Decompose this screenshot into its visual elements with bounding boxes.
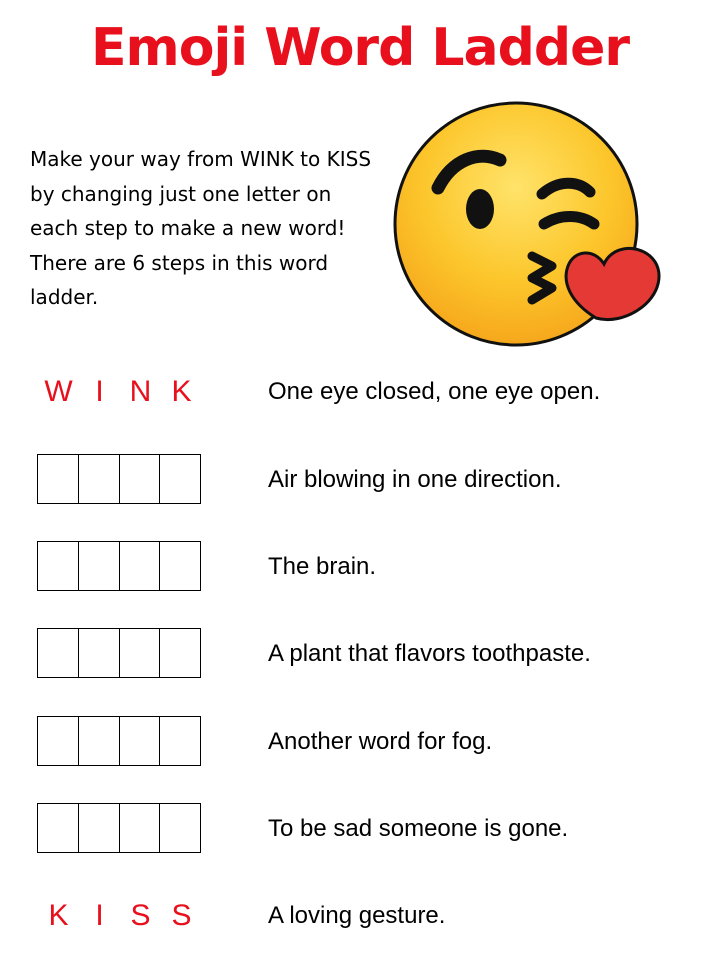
ladder-row-end (0, 890, 720, 942)
end-word (38, 890, 202, 942)
letter-box[interactable] (120, 804, 161, 852)
letter-box[interactable] (38, 629, 79, 677)
ladder-row-step-2 (0, 541, 720, 593)
letter-box[interactable] (79, 455, 120, 503)
letter-box[interactable] (120, 455, 161, 503)
end-letter: K (48, 899, 69, 932)
letter-box[interactable] (160, 717, 200, 765)
letter-box[interactable] (38, 804, 79, 852)
ladder-row-step-4 (0, 716, 720, 768)
ladder-row-step-3 (0, 628, 720, 680)
letter-box[interactable] (38, 542, 79, 590)
letter-box[interactable] (38, 455, 79, 503)
letter-box[interactable] (160, 542, 200, 590)
letter-box[interactable] (79, 804, 120, 852)
letter-box[interactable] (160, 455, 200, 503)
letter-box[interactable] (120, 542, 161, 590)
answer-boxes[interactable] (37, 454, 201, 504)
answer-boxes[interactable] (37, 803, 201, 853)
letter-box[interactable] (160, 804, 200, 852)
step-clue: To be sad someone is gone. (268, 815, 569, 842)
start-letter: W (44, 375, 73, 408)
ladder-row-start (0, 366, 720, 418)
end-clue: A loving gesture. (268, 902, 446, 929)
start-letter: I (95, 375, 104, 408)
letter-box[interactable] (120, 629, 161, 677)
step-clue: Another word for fog. (268, 728, 493, 755)
start-word (38, 366, 202, 418)
start-clue: One eye closed, one eye open. (268, 378, 601, 405)
start-letter: K (171, 375, 192, 408)
letter-box[interactable] (38, 717, 79, 765)
step-clue: Air blowing in one direction. (268, 466, 562, 493)
instructions-text: Make your way from WINK to KISS by changing just one letter on each step to make a new word! There are 6 steps in this word ladder. (30, 147, 372, 309)
answer-boxes[interactable] (37, 628, 201, 678)
letter-box[interactable] (120, 717, 161, 765)
end-letter: S (171, 899, 192, 932)
letter-box[interactable] (160, 629, 200, 677)
end-letter: S (130, 899, 151, 932)
letter-box[interactable] (79, 542, 120, 590)
face-blowing-a-kiss-icon (392, 96, 664, 354)
letter-box[interactable] (79, 717, 120, 765)
start-letter: N (129, 375, 152, 408)
ladder-row-step-5 (0, 803, 720, 855)
answer-boxes[interactable] (37, 716, 201, 766)
step-clue: The brain. (268, 553, 377, 580)
ladder-row-step-1 (0, 454, 720, 506)
letter-box[interactable] (79, 629, 120, 677)
step-clue: A plant that flavors toothpaste. (268, 640, 591, 667)
page-title: Emoji Word Ladder (91, 18, 629, 78)
end-letter: I (95, 899, 104, 932)
answer-boxes[interactable] (37, 541, 201, 591)
